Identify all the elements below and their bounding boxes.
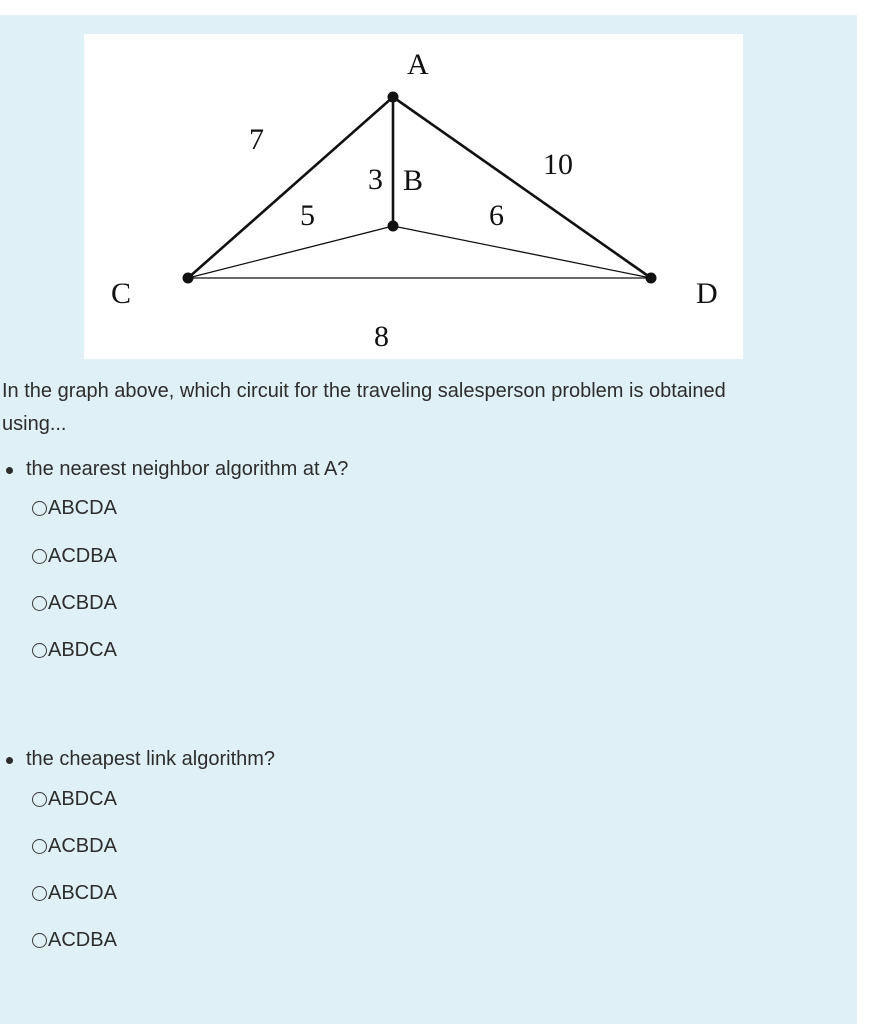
weight-label-bc: 5	[300, 199, 315, 232]
vertex-label-c: C	[111, 277, 132, 310]
weight-label-ac: 7	[249, 123, 264, 156]
bullet-icon	[6, 757, 13, 764]
edge-ad	[393, 97, 651, 278]
weight-label-bd: 6	[489, 199, 504, 232]
radio-button-icon[interactable]	[32, 839, 47, 854]
part-prompt	[0, 455, 760, 483]
radio-button-icon[interactable]	[32, 933, 47, 948]
vertex-label-a: A	[407, 48, 429, 81]
part-prompt	[0, 745, 760, 773]
radio-button-icon[interactable]	[32, 596, 47, 611]
vertex-b	[388, 221, 399, 232]
option-label: ACBDA	[48, 835, 117, 857]
vertex-label-d: D	[696, 277, 718, 310]
vertex-a	[388, 92, 399, 103]
radio-button-icon[interactable]	[32, 501, 47, 516]
vertex-c	[183, 273, 194, 284]
option-nn-1[interactable]	[32, 494, 117, 522]
question-text: In the graph above, which circuit for the traveling salesperson problem is obtained using...	[2, 380, 726, 435]
graph-diagram	[84, 34, 743, 359]
option-label: ACDBA	[48, 545, 117, 567]
radio-button-icon[interactable]	[32, 643, 47, 658]
part-cheapest-link	[0, 745, 760, 773]
radio-button-icon[interactable]	[32, 549, 47, 564]
radio-button-icon[interactable]	[32, 886, 47, 901]
vertex-label-b: B	[403, 164, 424, 197]
option-label: ABDCA	[48, 639, 117, 661]
option-label: ABCDA	[48, 882, 117, 904]
option-cl-2[interactable]	[32, 832, 117, 860]
vertex-d	[646, 273, 657, 284]
weight-label-cd: 8	[374, 320, 389, 353]
option-cl-3[interactable]	[32, 879, 117, 907]
part-prompt-text: the cheapest link algorithm?	[26, 748, 276, 770]
weight-label-ad: 10	[543, 148, 573, 181]
option-label: ACBDA	[48, 592, 117, 614]
bullet-icon	[6, 467, 13, 474]
option-label: ABCDA	[48, 497, 117, 519]
part-prompt-text: the nearest neighbor algorithm at A?	[26, 458, 349, 480]
part-nearest-neighbor	[0, 455, 760, 483]
option-cl-4[interactable]	[32, 926, 117, 954]
option-label: ABDCA	[48, 788, 117, 810]
option-cl-1[interactable]	[32, 785, 117, 813]
option-nn-2[interactable]	[32, 542, 117, 570]
option-label: ACDBA	[48, 929, 117, 951]
option-nn-4[interactable]	[32, 636, 117, 664]
radio-button-icon[interactable]	[32, 792, 47, 807]
graph-figure	[84, 34, 743, 359]
edge-ac	[188, 97, 393, 278]
weight-label-ab: 3	[368, 163, 383, 196]
option-nn-3[interactable]	[32, 589, 117, 617]
question-panel	[0, 15, 857, 1024]
